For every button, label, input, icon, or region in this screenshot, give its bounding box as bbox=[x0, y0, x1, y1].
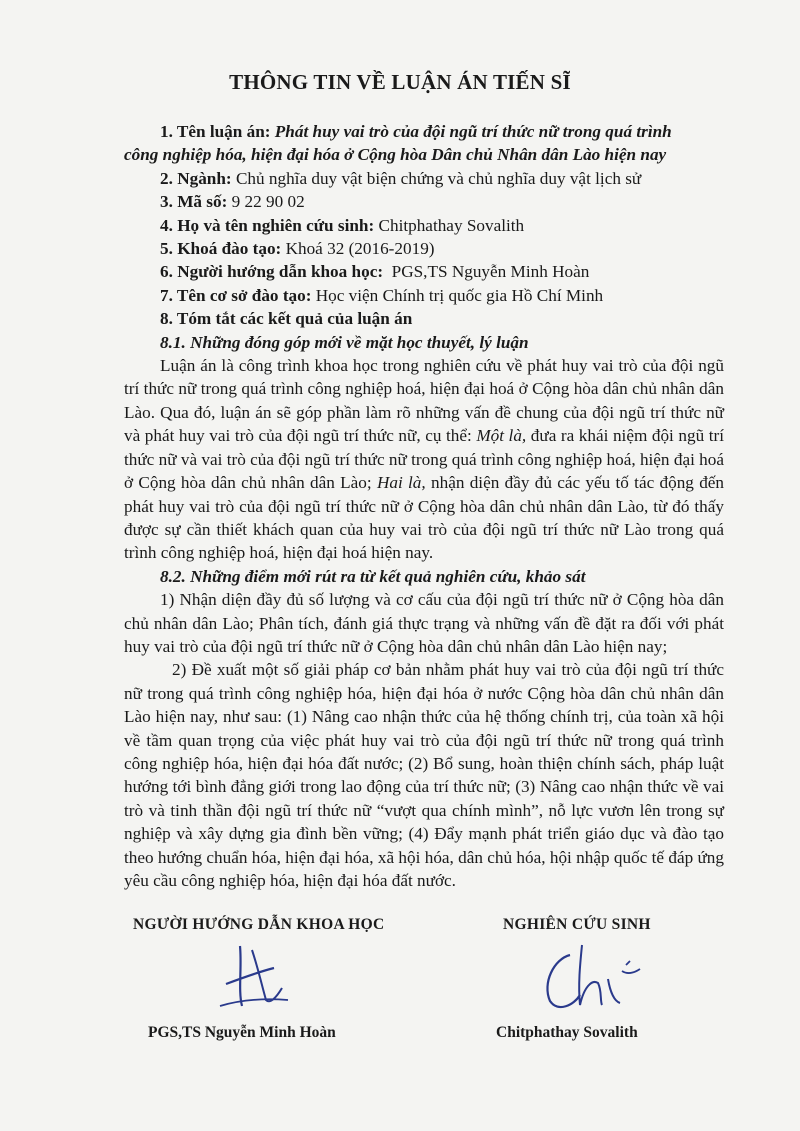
thesis-name-value-1: Phát huy vai trò của đội ngũ trí thức nữ trong quá trình bbox=[274, 122, 672, 141]
section-8-1-paragraph bbox=[124, 354, 724, 565]
researcher-value: Chitphathay Sovalith bbox=[378, 215, 525, 235]
advisor-signature bbox=[212, 938, 302, 1018]
student-signature-name: Chitphathay Sovalith bbox=[496, 1024, 638, 1041]
section-8-1-p1: Luận án là công trình khoa học trong nghiên cứu về phát huy vai trò của đội ngũ trí thức nữ trong quá trình công nghiệp hoá, hiện đại hoá ở Cộng hòa dân chủ nhân dân Lào. Qua đó, luận án sẽ góp phần làm rõ những vấn đề chung của đội ngũ trí thức nữ và phát huy vai trò của đội ngũ trí thức nữ, cụ thể: bbox=[124, 356, 724, 446]
thesis-name-label: 1. Tên luận án: bbox=[160, 122, 271, 141]
institution-label: 7. Tên cơ sở đào tạo: bbox=[160, 285, 312, 305]
advisor-signature-name: PGS,TS Nguyễn Minh Hoàn bbox=[148, 1024, 336, 1041]
section-8-1-p3: nhận diện đầy đủ các yếu tố tác động đến phát huy vai trò của đội ngũ trí thức nữ ở Cộng hòa dân chủ nhân dân Lào, từ đó thấy được sự cần thiết khách quan của huy vai trò của đội ngũ trí thức nữ Lào trong quá trình công nghiệp hoá, hiện đại hoá hiện nay. bbox=[124, 473, 725, 563]
major-value: Chủ nghĩa duy vật biện chứng và chủ nghĩa duy vật lịch sử bbox=[235, 168, 642, 188]
student-signature bbox=[530, 935, 650, 1020]
thesis-name-line-2 bbox=[124, 143, 724, 166]
document-title: THÔNG TIN VỀ LUẬN ÁN TIẾN SĨ bbox=[229, 70, 571, 94]
advisor-line bbox=[124, 260, 724, 283]
section-8-1-p2: đưa ra khái niệm đội ngũ trí thức nữ và vai trò của đội ngũ trí thức nữ trong quá trình công nghiệp hoá, hiện đại hoá ở Cộng hòa dân chủ nhân dân Lào; bbox=[124, 426, 725, 493]
course-value: Khoá 32 (2016-2019) bbox=[285, 239, 435, 259]
section-8-2-heading-line bbox=[124, 565, 724, 588]
student-signature-heading: NGHIÊN CỨU SINH bbox=[503, 916, 651, 933]
advisor-signature-heading: NGƯỜI HƯỚNG DẪN KHOA HỌC bbox=[133, 916, 385, 933]
major-line bbox=[124, 167, 724, 190]
researcher-line bbox=[124, 214, 724, 237]
code-value: 9 22 90 02 bbox=[231, 192, 305, 212]
thesis-name-value-2: công nghiệp hóa, hiện đại hóa ở Cộng hòa Dân chủ Nhân dân Lào hiện nay bbox=[124, 145, 667, 165]
course-label: 5. Khoá đào tạo: bbox=[160, 239, 282, 259]
institution-line bbox=[124, 284, 724, 307]
section-8-1-hai-la: Hai là, bbox=[376, 473, 426, 493]
section-8-1-mot-la: Một là, bbox=[476, 426, 527, 446]
researcher-label: 4. Họ và tên nghiên cứu sinh: bbox=[160, 215, 375, 235]
summary-line bbox=[124, 307, 724, 330]
code-line bbox=[124, 190, 724, 213]
section-8-1-heading: 8.1. Những đóng góp mới về mặt học thuyết, lý luận bbox=[160, 332, 529, 352]
summary-label: 8. Tóm tắt các kết quả của luận án bbox=[160, 309, 413, 329]
section-8-2-heading: 8.2. Những điểm mới rút ra từ kết quả nghiên cứu, khảo sát bbox=[160, 566, 586, 586]
advisor-value: PGS,TS Nguyễn Minh Hoàn bbox=[391, 262, 590, 282]
code-label: 3. Mã số: bbox=[160, 192, 228, 212]
section-8-2-p2: 2) Đề xuất một số giải pháp cơ bản nhằm phát huy vai trò của đội ngũ trí thức nữ trong quá trình công nghiệp hóa, hiện đại hóa ở nước Cộng hòa dân chủ nhân dân Lào hiện nay, như sau: (1) Nâng cao nhận thức của hệ thống chính trị, của toàn xã hội về tầm quan trọng của việc phát huy vai trò của đội ngũ trí thức nữ trong quá trình công nghiệp hóa, hiện đại hóa đất nước; (2) Bổ sung, hoàn thiện chính sách, pháp luật hướng tới bình đẳng giới trong lao động của trí thức nữ; (3) Nâng cao nhận thức về vai trò và tinh thần đội ngũ trí thức nữ “vượt qua chính mình”, nỗ lực vươn lên trong sự nghiệp và xây dựng gia đình bền vững; (4) Đẩy mạnh phát triển giáo dục và đào tạo theo hướng chuẩn hóa, hiện đại hóa, xã hội hóa, dân chủ hóa, hội nhập quốc tế đáp ứng yêu cầu công nghiệp hóa, hiện đại hóa đất nước. bbox=[124, 660, 724, 890]
course-line bbox=[124, 237, 724, 260]
document-body bbox=[124, 120, 724, 892]
section-8-1-heading-line bbox=[124, 331, 724, 354]
major-label: 2. Ngành: bbox=[160, 168, 232, 188]
thesis-name-line-1 bbox=[124, 120, 724, 143]
section-8-2-p1: 1) Nhận diện đầy đủ số lượng và cơ cấu của đội ngũ trí thức nữ ở Cộng hòa dân chủ nhân dân Lào; Phân tích, đánh giá thực trạng và những vấn đề đặt ra đối với phát huy vai trò của đội ngũ trí thức nữ ở Cộng hòa dân chủ nhân dân Lào hiện nay; bbox=[124, 590, 724, 656]
advisor-label: 6. Người hướng dẫn khoa học: bbox=[160, 262, 384, 282]
institution-value: Học viện Chính trị quốc gia Hồ Chí Minh bbox=[315, 285, 604, 305]
